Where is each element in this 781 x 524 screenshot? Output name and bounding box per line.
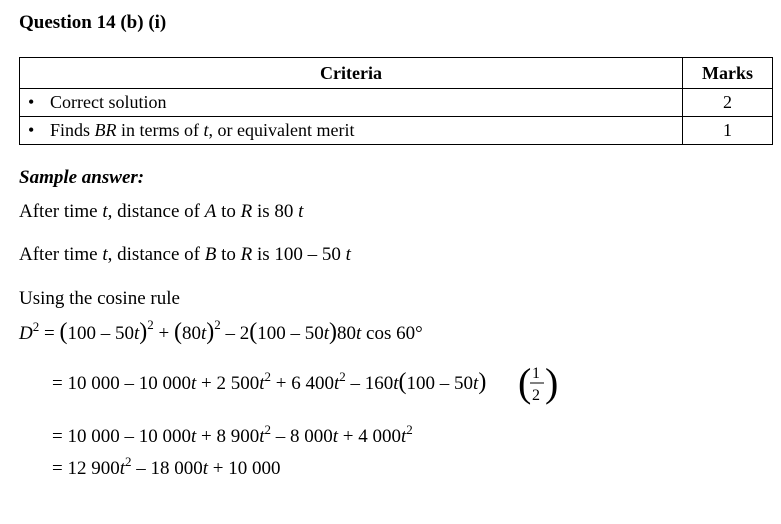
table-row <box>20 89 773 117</box>
marking-criteria-table <box>19 57 773 145</box>
bullet: • <box>28 92 35 112</box>
marks-cell: 1 <box>683 117 773 145</box>
equation-1 <box>19 317 479 353</box>
criteria-text: Finds BR in terms of t, or equivalent merit <box>50 120 355 140</box>
criteria-text: Correct solution <box>50 92 167 112</box>
svg-text:= 10 000 – 10 000t + 2 500t2 +: = 10 000 – 10 000t + 2 $500t^2 + 6$ $400t^2 - 160t(100 - 50t)$ <box>52 369 487 395</box>
svg-text:(: ( <box>518 360 532 405</box>
equation-1-render <box>19 317 479 347</box>
equation-4-render <box>52 452 332 482</box>
answer-line-1: After time t, distance of A to R is 80 t <box>19 201 304 222</box>
svg-text:= 10 000 – 10 000t + 8 900t2 –: = 10 000 – 10 000t + 8 $900t^2 - 8$ 000t + 4 $000t^2$ <box>52 422 413 447</box>
marks-header: Marks <box>683 58 773 89</box>
svg-text:): ) <box>545 360 559 405</box>
cosine-rule-line: Using the cosine rule <box>19 288 180 309</box>
equation-2 <box>52 361 612 417</box>
equation-4 <box>52 452 332 488</box>
question-title: Question 14 (b) (i) <box>19 12 167 33</box>
sample-answer-heading: Sample answer: <box>19 167 145 188</box>
table-header-row <box>20 58 773 89</box>
equation-3 <box>52 420 482 456</box>
svg-text:D2 = (100 – 50t)2 + (80t)2 – 2: $D^2 = (100 - 50t)^2 + (80t)^2 - 2(100 - 50t)80t$ cos 60° <box>19 317 423 345</box>
criteria-cell <box>20 117 683 145</box>
svg-text:= 12 900t2 – 18 000t + 10 000: = 12 $900t^2 - 18$ 000t + 10 000 <box>52 454 281 479</box>
equation-3-render <box>52 420 482 450</box>
equation-2-render <box>52 361 612 411</box>
table-row <box>20 117 773 145</box>
svg-text:1: 1 <box>532 365 540 382</box>
svg-text:2: 2 <box>532 387 540 404</box>
answer-line-2: After time t, distance of B to R is 100 – 50 t <box>19 244 351 265</box>
marks-cell: 2 <box>683 89 773 117</box>
criteria-cell <box>20 89 683 117</box>
bullet: • <box>28 120 35 140</box>
criteria-header: Criteria <box>20 58 683 89</box>
